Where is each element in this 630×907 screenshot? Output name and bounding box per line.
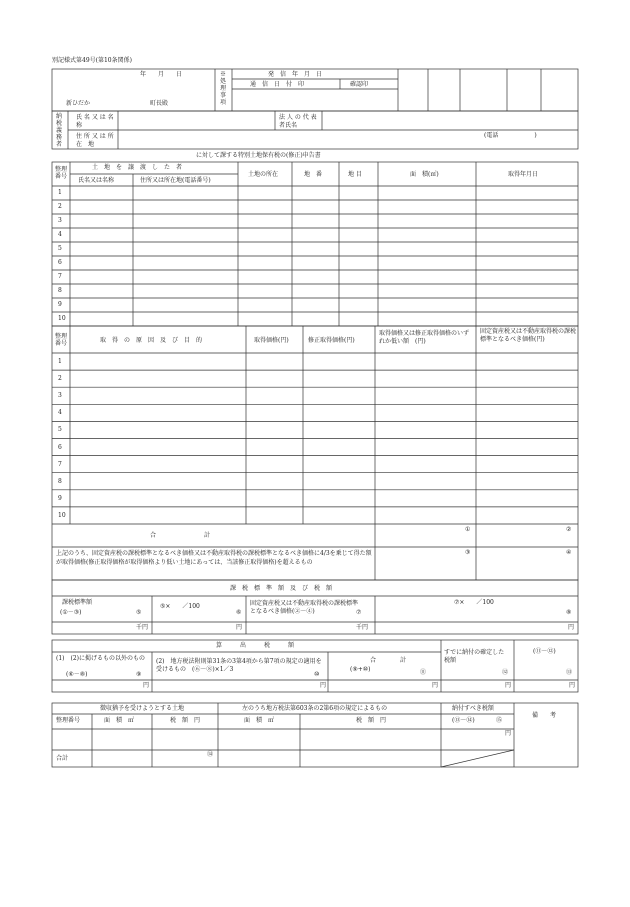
- t1-col-category: 地 目: [348, 171, 362, 178]
- calc-item2: (2) 地方税法附則第31条の3第4項から第7項の規定の適用を受けるもの (⑥－⑧)×1／3: [156, 658, 322, 674]
- table-row-number: 7: [58, 460, 62, 468]
- t2-total-c1: ①: [465, 526, 471, 533]
- table-row-number: 2: [58, 375, 62, 383]
- c6: ⑥: [236, 609, 242, 616]
- table-row-number: 8: [58, 477, 62, 485]
- send-date-label: 発 信 年 月 日: [268, 71, 323, 78]
- assessed-label: 固定資産税又は不動産取得税の課税標準となるべき価格(②－④): [250, 600, 359, 616]
- table-row-number: 3: [58, 392, 62, 400]
- c5: ⑤: [136, 609, 142, 616]
- c11: ⑪: [420, 669, 427, 676]
- confirm-label: 確認印: [350, 81, 369, 88]
- t2-col-cause: 取 得 の 原 因 及 び 目 的: [100, 337, 203, 344]
- t1-col-address: 住所又は所在地(電話番号): [140, 177, 211, 184]
- due-formula: (⑬－⑭): [452, 717, 475, 724]
- t2-total-c2: ②: [566, 526, 572, 533]
- yen4: 円: [568, 624, 575, 631]
- calc-yen-2: 円: [320, 682, 327, 689]
- calc-title: 算 出 税 額: [216, 642, 295, 649]
- t1-col-date: 取得年月日: [508, 171, 539, 178]
- table-row-number: 7: [58, 273, 62, 280]
- table-row-number: 3: [58, 217, 62, 224]
- deferral-col-tax2: 税 額 円: [356, 717, 387, 724]
- processing-label: ※処理事項: [220, 71, 227, 106]
- t2-note-c4: ④: [566, 549, 572, 556]
- base-formula: (①－③): [60, 609, 82, 616]
- c12: ⑫: [502, 669, 509, 676]
- rate2: ⑦× ／100: [454, 599, 494, 606]
- table-row-number: 10: [58, 511, 66, 519]
- table-row-number: 1: [58, 358, 62, 365]
- addressee-city: 新ひだか: [66, 100, 91, 107]
- yen2: 円: [236, 624, 243, 631]
- deferral-col-tax: 税 額 円: [170, 717, 201, 724]
- name-label: 氏 名 又 は 名 称: [76, 114, 126, 130]
- rate1: ⑤× ／100: [160, 603, 200, 610]
- t2-col-no: 整理番号: [55, 333, 68, 348]
- paid-label: すでに納付の確定した税額: [444, 649, 505, 665]
- diff-label: (⑪－⑫): [533, 648, 556, 655]
- calc-yen-4: 円: [505, 682, 512, 689]
- taxpayer-section-label: 納税義務者: [56, 113, 63, 148]
- table-row-number: 2: [58, 203, 62, 210]
- due-label: 納付すべき税額: [452, 705, 494, 712]
- t2-col-assessed: 固定資産税又は不動産取得税の課税標準となるべき価格(円): [480, 328, 577, 343]
- addressee-mayor: 町長殿: [150, 100, 169, 107]
- deferral-right-title: 左のうち地方税法第603条の2第6項の規定によるもの: [242, 705, 388, 712]
- table-row-number: 4: [58, 231, 62, 238]
- t1-col-lot: 地 番: [304, 171, 323, 178]
- comm-date-label: 通 信 日 付 印: [250, 81, 305, 88]
- t1-col-name: 氏名又は名称: [78, 177, 115, 184]
- deferral-total-label: 合計: [56, 755, 69, 762]
- sum-label: 合 計: [370, 657, 407, 664]
- yen3: 千円: [356, 624, 369, 631]
- table-row-number: 4: [58, 409, 62, 417]
- t2-col-lower: 取得価格又は修正取得価格のいずれか低い額 (円): [379, 330, 470, 345]
- c8: ⑧: [566, 609, 572, 616]
- table-row-number: 1: [58, 189, 62, 196]
- address-label: 住 所 又 は 所 在 地: [76, 133, 120, 149]
- t2-col-price: 取得価格(円): [254, 337, 289, 344]
- calc-yen-1: 円: [143, 682, 150, 689]
- form-title: に対して課する特別土地保有税の(修正)申告書: [196, 152, 321, 159]
- base-label: 課税標準額: [62, 599, 93, 606]
- table-row-number: 8: [58, 287, 62, 294]
- c9: ⑨: [136, 671, 142, 678]
- t2-note-c3: ③: [465, 549, 471, 556]
- sum-formula: (⑨+⑩): [350, 666, 371, 673]
- c13: ⑬: [566, 669, 573, 676]
- c7: ⑦: [356, 609, 362, 616]
- t1-col-location: 土地の所在: [248, 171, 279, 178]
- deferral-col-area: 面 積 ㎡: [104, 717, 135, 724]
- c10: ⑩: [314, 671, 320, 678]
- deferral-col-no: 整理番号: [56, 717, 81, 724]
- deferral-yen: 円: [505, 730, 512, 737]
- t1-transferor: 土 地 を 譲 渡 し た 者: [92, 164, 183, 171]
- deferral-col-area2: 面 積 ㎡: [244, 717, 275, 724]
- date-label: 年 月 日: [140, 71, 183, 78]
- table-row-number: 5: [58, 245, 62, 252]
- table-row-number: 9: [58, 301, 62, 308]
- c14: ⑭: [207, 751, 214, 758]
- phone-label: (電話 ): [484, 132, 537, 139]
- form-id: 別記様式第49号(第10条関係): [52, 57, 132, 64]
- calc-item1: (1) (2)に掲げるもの以外のもの: [56, 655, 145, 662]
- table-row-number: 6: [58, 259, 62, 266]
- t1-col-area: 面 積(㎡): [410, 171, 439, 178]
- yen1: 千円: [136, 624, 149, 631]
- calc-item1-formula: (⑥－⑧): [66, 671, 88, 678]
- rep-label: 法 人 の 代 表者氏名: [279, 114, 317, 130]
- t2-note: 上記のうち、固定資産税の課税標準となるべき価格又は不動産取得税の課税標準となるべき価格に4/3を乗じて得た額が取得価格(修正取得価格が取得価格より低い土地にあっては、当該修正取得価格)を超えるもの: [56, 550, 372, 566]
- tax-base-title: 課 税 標 準 額 及 び 税 額: [230, 585, 333, 592]
- c15: ⑮: [496, 717, 503, 724]
- table-row-number: 6: [58, 443, 62, 451]
- calc-yen-5: 円: [569, 682, 576, 689]
- table-row-number: 9: [58, 494, 62, 502]
- t2-total-label: 合 計: [150, 532, 211, 539]
- table-row-number: 10: [58, 315, 66, 322]
- table-row-number: 5: [58, 426, 62, 434]
- remarks-label: 備 考: [532, 712, 557, 719]
- t2-col-corrected: 修正取得価格(円): [308, 337, 355, 344]
- calc-yen-3: 円: [432, 682, 439, 689]
- deferral-left-title: 徴収猶予を受けようとする土地: [100, 705, 185, 712]
- t1-col-no: 整理番号: [55, 166, 68, 181]
